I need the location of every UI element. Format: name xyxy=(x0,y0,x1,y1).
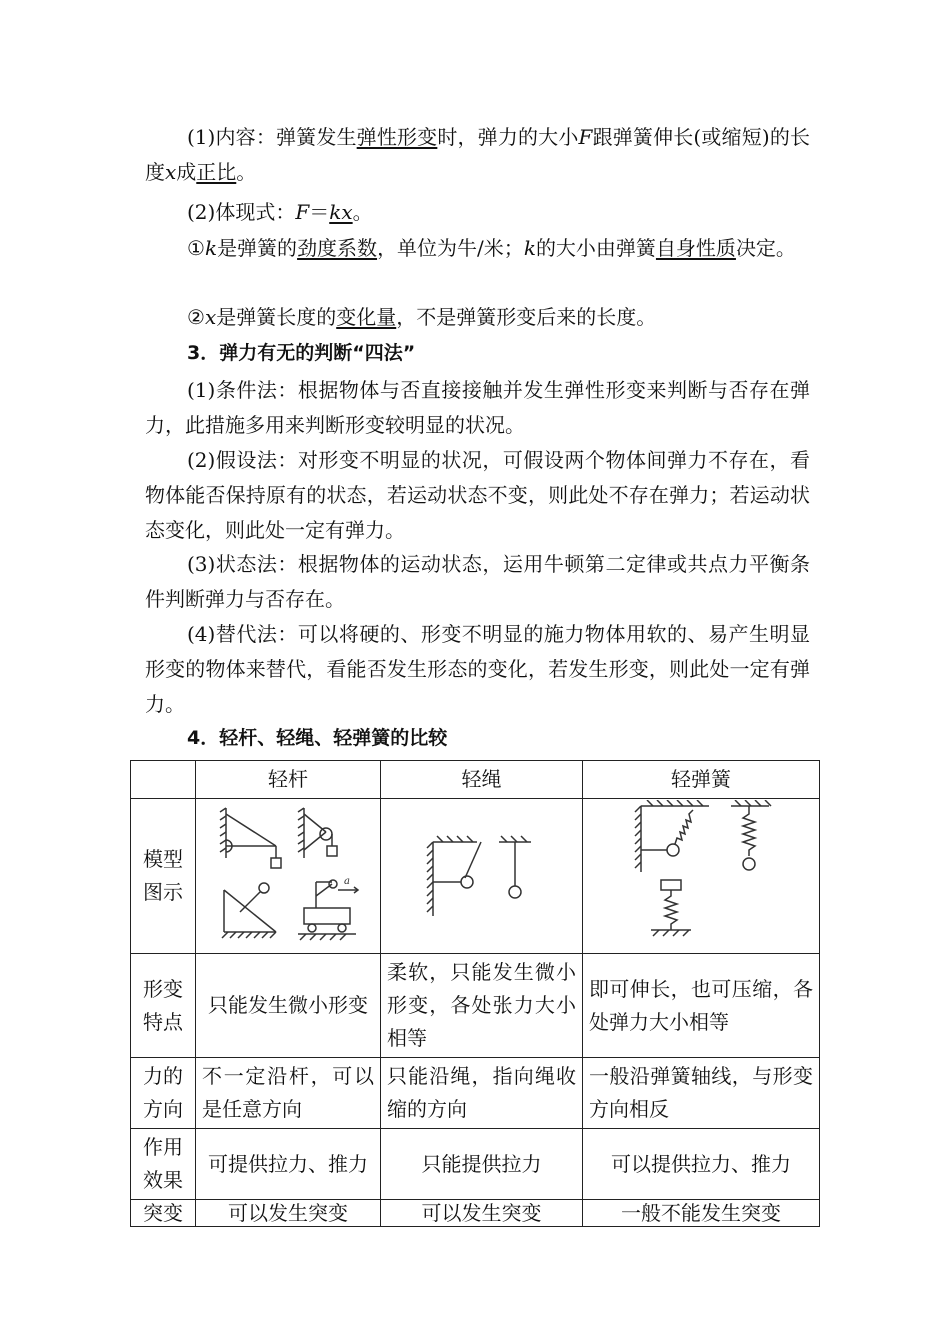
rope-deform: 柔软，只能发生微小形变，各处张力大小相等 xyxy=(381,954,583,1058)
text: 是弹簧长度的 xyxy=(216,305,337,329)
method-3: (3)状态法：根据物体的运动状态，运用牛顿第二定律或共点力平衡条件判断弹力与否存在。 xyxy=(145,552,810,611)
variable-F: F xyxy=(295,200,310,224)
spring-diagram-cell xyxy=(583,799,820,954)
text: ② xyxy=(187,305,205,329)
spring-sudden: 一般不能发生突变 xyxy=(583,1200,820,1227)
text: 的大小由弹簧 xyxy=(535,236,656,260)
rod-effect: 可提供拉力、推力 xyxy=(196,1129,381,1200)
underlined-answer: 弹性形变 xyxy=(356,125,438,149)
comparison-table xyxy=(130,760,820,1227)
method-1: (1)条件法：根据物体与否直接接触并发生弹性形变来判断与否存在弹力，此措施多用来判断形变较明显的状况。 xyxy=(145,378,810,437)
section-heading-4: 4．轻杆、轻绳、轻弹簧的比较 xyxy=(187,727,448,749)
variable-k: k xyxy=(204,236,218,260)
section-heading-3: 3．弹力有无的判断“四法” xyxy=(187,342,416,364)
table-row-effect xyxy=(131,1129,820,1200)
header-spring: 轻弹簧 xyxy=(583,761,820,799)
table-row-direction xyxy=(131,1058,820,1129)
text: 成 xyxy=(176,160,197,184)
rod-sudden: 可以发生突变 xyxy=(196,1200,381,1227)
rope-sudden: 可以发生突变 xyxy=(381,1200,583,1227)
paragraph-content xyxy=(145,120,810,190)
rope-effect: 只能提供拉力 xyxy=(381,1129,583,1200)
light-rod-diagram xyxy=(196,800,378,952)
rod-diagram-cell xyxy=(196,799,381,954)
light-rope-diagram xyxy=(381,800,580,952)
header-rod: 轻杆 xyxy=(196,761,381,799)
light-spring-diagram xyxy=(583,800,813,952)
table-header-row xyxy=(131,761,820,799)
variable-x: x xyxy=(165,160,177,184)
text: ＝ xyxy=(309,200,330,224)
method-4: (4)替代法：可以将硬的、形变不明显的施力物体用软的、易产生明显形变的物体来替代，看能否发生形态的变化，若发生形变，则此处一定有弹力。 xyxy=(145,622,810,716)
text: 决定。 xyxy=(735,236,796,260)
header-rope: 轻绳 xyxy=(381,761,583,799)
underlined-answer: 自身性质 xyxy=(655,236,736,260)
text: (2)体现式： xyxy=(187,200,296,224)
variable-x: x xyxy=(204,305,217,329)
paragraph-formula xyxy=(145,195,810,230)
paragraph-x xyxy=(145,300,810,335)
underlined-formula: kx xyxy=(329,200,353,224)
table-row-sudden xyxy=(131,1200,820,1227)
variable-F: F xyxy=(578,125,593,149)
header-empty xyxy=(131,761,196,799)
variable-k: k xyxy=(523,236,536,260)
text: 。 xyxy=(352,200,373,224)
text: 跟弹簧伸长(或缩短)的长度 xyxy=(145,125,811,184)
underlined-answer: 变化量 xyxy=(336,305,397,329)
row-label-effect: 作用效果 xyxy=(131,1129,196,1200)
spring-effect: 可以提供拉力、推力 xyxy=(583,1129,820,1200)
rod-direction: 不一定沿杆，可以是任意方向 xyxy=(196,1058,381,1129)
text: ，单位为牛/米； xyxy=(377,236,524,260)
row-label-sudden: 突变 xyxy=(131,1200,196,1227)
text: 是弹簧的 xyxy=(217,236,298,260)
rope-diagram-cell xyxy=(381,799,583,954)
spring-deform: 即可伸长，也可压缩，各处弹力大小相等 xyxy=(583,954,820,1058)
table-row-model xyxy=(131,799,820,954)
underlined-answer: 正比 xyxy=(196,160,237,184)
text: 时，弹力的大小 xyxy=(437,125,579,149)
row-label-model: 模型图示 xyxy=(131,799,196,954)
rope-direction: 只能沿绳，指向绳收缩的方向 xyxy=(381,1058,583,1129)
underlined-answer: 劲度系数 xyxy=(297,236,378,260)
acceleration-label: a xyxy=(344,876,350,887)
text: (1)内容：弹簧发生 xyxy=(187,125,357,149)
row-label-deform: 形变特点 xyxy=(131,954,196,1058)
text: 。 xyxy=(236,160,257,184)
row-label-direction: 力的方向 xyxy=(131,1058,196,1129)
rod-deform: 只能发生微小形变 xyxy=(196,954,381,1058)
text: ，不是弹簧形变后来的长度。 xyxy=(396,305,657,329)
method-2: (2)假设法：对形变不明显的状况，可假设两个物体间弹力不存在，看物体能否保持原有的状态，若运动状态不变，则此处不存在弹力；若运动状态变化，则此处一定有弹力。 xyxy=(145,448,810,542)
text: ① xyxy=(187,236,205,260)
table-row-deform xyxy=(131,954,820,1058)
spring-direction: 一般沿弹簧轴线，与形变方向相反 xyxy=(583,1058,820,1129)
paragraph-k xyxy=(145,231,810,266)
